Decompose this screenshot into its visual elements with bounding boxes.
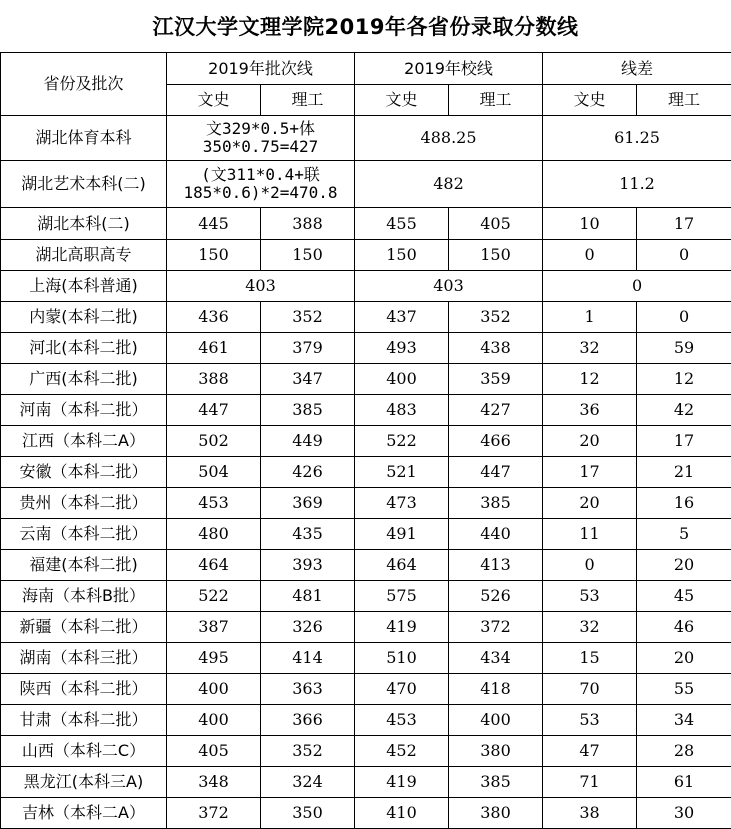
page-title: 江汉大学文理学院2019年各省份录取分数线 — [0, 0, 731, 52]
province-cell: 贵州（本科二批） — [1, 488, 167, 519]
diff-wen-cell: 32 — [543, 612, 637, 643]
diff-li-cell: 28 — [637, 736, 731, 767]
batch-li-cell: 385 — [261, 395, 355, 426]
header-batch-wen: 文史 — [167, 85, 261, 116]
table-row — [1, 395, 731, 426]
school-wen-cell: 453 — [355, 705, 449, 736]
table-row — [1, 457, 731, 488]
school-line-cell: 403 — [355, 271, 543, 302]
batch-wen-cell: 480 — [167, 519, 261, 550]
province-cell: 湖南（本科三批） — [1, 643, 167, 674]
batch-li-cell: 324 — [261, 767, 355, 798]
province-cell: 内蒙(本科二批) — [1, 302, 167, 333]
header-school-wen: 文史 — [355, 85, 449, 116]
school-wen-cell: 455 — [355, 208, 449, 240]
table-row — [1, 798, 731, 829]
school-li-cell: 466 — [449, 426, 543, 457]
batch-formula-cell — [167, 161, 355, 208]
batch-li-cell: 366 — [261, 705, 355, 736]
batch-wen-cell: 372 — [167, 798, 261, 829]
batch-wen-cell: 502 — [167, 426, 261, 457]
diff-cell: 11.2 — [543, 161, 731, 208]
school-wen-cell: 473 — [355, 488, 449, 519]
header-school-li: 理工 — [449, 85, 543, 116]
table-row — [1, 333, 731, 364]
batch-formula-cell — [167, 116, 355, 161]
diff-li-cell: 45 — [637, 581, 731, 612]
province-cell: 新疆（本科二批） — [1, 612, 167, 643]
diff-li-cell: 55 — [637, 674, 731, 705]
school-line-cell: 488.25 — [355, 116, 543, 161]
diff-wen-cell: 10 — [543, 208, 637, 240]
province-cell: 湖北高职高专 — [1, 240, 167, 271]
batch-wen-cell: 348 — [167, 767, 261, 798]
diff-wen-cell: 20 — [543, 426, 637, 457]
diff-li-cell: 12 — [637, 364, 731, 395]
diff-wen-cell: 53 — [543, 581, 637, 612]
batch-wen-cell: 436 — [167, 302, 261, 333]
diff-li-cell: 34 — [637, 705, 731, 736]
school-wen-cell: 483 — [355, 395, 449, 426]
diff-cell: 0 — [543, 271, 731, 302]
province-cell: 广西(本科二批) — [1, 364, 167, 395]
batch-li-cell: 150 — [261, 240, 355, 271]
school-line-cell: 482 — [355, 161, 543, 208]
batch-li-cell: 352 — [261, 302, 355, 333]
diff-li-cell: 42 — [637, 395, 731, 426]
batch-li-cell: 388 — [261, 208, 355, 240]
diff-wen-cell: 36 — [543, 395, 637, 426]
province-cell: 上海(本科普通) — [1, 271, 167, 302]
header-diff-wen: 文史 — [543, 85, 637, 116]
table-row — [1, 550, 731, 581]
diff-wen-cell: 12 — [543, 364, 637, 395]
school-li-cell: 380 — [449, 736, 543, 767]
header-batch-line: 2019年批次线 — [167, 53, 355, 85]
school-li-cell: 405 — [449, 208, 543, 240]
province-cell: 山西（本科二C） — [1, 736, 167, 767]
batch-wen-cell: 150 — [167, 240, 261, 271]
school-li-cell: 352 — [449, 302, 543, 333]
batch-wen-cell: 495 — [167, 643, 261, 674]
batch-wen-cell: 461 — [167, 333, 261, 364]
header-batch-li: 理工 — [261, 85, 355, 116]
batch-formula-line: 文329*0.5+体 — [167, 120, 354, 138]
school-wen-cell: 419 — [355, 612, 449, 643]
table-row — [1, 271, 731, 302]
batch-li-cell: 379 — [261, 333, 355, 364]
school-wen-cell: 419 — [355, 767, 449, 798]
school-li-cell: 359 — [449, 364, 543, 395]
school-li-cell: 418 — [449, 674, 543, 705]
diff-wen-cell: 11 — [543, 519, 637, 550]
school-wen-cell: 400 — [355, 364, 449, 395]
table-row — [1, 767, 731, 798]
diff-li-cell: 21 — [637, 457, 731, 488]
school-li-cell: 372 — [449, 612, 543, 643]
batch-li-cell: 347 — [261, 364, 355, 395]
diff-wen-cell: 32 — [543, 333, 637, 364]
diff-wen-cell: 17 — [543, 457, 637, 488]
table-row — [1, 643, 731, 674]
diff-li-cell: 0 — [637, 302, 731, 333]
batch-li-cell: 414 — [261, 643, 355, 674]
batch-li-cell: 326 — [261, 612, 355, 643]
batch-li-cell: 481 — [261, 581, 355, 612]
header-province: 省份及批次 — [1, 53, 167, 116]
batch-wen-cell: 447 — [167, 395, 261, 426]
batch-wen-cell: 504 — [167, 457, 261, 488]
diff-wen-cell: 53 — [543, 705, 637, 736]
batch-line-cell: 403 — [167, 271, 355, 302]
table-row — [1, 736, 731, 767]
province-cell: 吉林（本科二A） — [1, 798, 167, 829]
province-cell: 湖北体育本科 — [1, 116, 167, 161]
school-li-cell: 427 — [449, 395, 543, 426]
school-li-cell: 413 — [449, 550, 543, 581]
batch-wen-cell: 405 — [167, 736, 261, 767]
batch-formula-line: (文311*0.4+联 — [167, 166, 354, 184]
diff-li-cell: 61 — [637, 767, 731, 798]
diff-wen-cell: 0 — [543, 240, 637, 271]
batch-li-cell: 435 — [261, 519, 355, 550]
batch-wen-cell: 453 — [167, 488, 261, 519]
province-cell: 云南（本科二批） — [1, 519, 167, 550]
batch-wen-cell: 400 — [167, 674, 261, 705]
header-diff-li: 理工 — [637, 85, 731, 116]
school-wen-cell: 575 — [355, 581, 449, 612]
table-body — [1, 116, 731, 829]
school-wen-cell: 510 — [355, 643, 449, 674]
province-cell: 河北(本科二批) — [1, 333, 167, 364]
diff-wen-cell: 0 — [543, 550, 637, 581]
table-row — [1, 612, 731, 643]
table-row — [1, 116, 731, 161]
table-row — [1, 161, 731, 208]
school-wen-cell: 493 — [355, 333, 449, 364]
diff-wen-cell: 15 — [543, 643, 637, 674]
province-cell: 湖北本科(二) — [1, 208, 167, 240]
batch-formula-line: 185*0.6)*2=470.8 — [167, 184, 354, 202]
school-wen-cell: 491 — [355, 519, 449, 550]
table-row — [1, 240, 731, 271]
table-row — [1, 488, 731, 519]
score-table — [0, 52, 731, 829]
batch-wen-cell: 388 — [167, 364, 261, 395]
school-wen-cell: 437 — [355, 302, 449, 333]
school-li-cell: 447 — [449, 457, 543, 488]
header-diff: 线差 — [543, 53, 731, 85]
batch-wen-cell: 464 — [167, 550, 261, 581]
province-cell: 甘肃（本科二批） — [1, 705, 167, 736]
diff-li-cell: 17 — [637, 208, 731, 240]
school-li-cell: 526 — [449, 581, 543, 612]
diff-li-cell: 20 — [637, 550, 731, 581]
school-li-cell: 385 — [449, 767, 543, 798]
school-wen-cell: 410 — [355, 798, 449, 829]
table-row — [1, 519, 731, 550]
school-wen-cell: 150 — [355, 240, 449, 271]
school-wen-cell: 470 — [355, 674, 449, 705]
table-row — [1, 705, 731, 736]
province-cell: 福建(本科二批) — [1, 550, 167, 581]
batch-li-cell: 350 — [261, 798, 355, 829]
school-li-cell: 150 — [449, 240, 543, 271]
batch-wen-cell: 400 — [167, 705, 261, 736]
diff-li-cell: 46 — [637, 612, 731, 643]
school-li-cell: 380 — [449, 798, 543, 829]
table-row — [1, 208, 731, 240]
batch-formula-line: 350*0.75=427 — [167, 138, 354, 156]
batch-li-cell: 363 — [261, 674, 355, 705]
diff-li-cell: 0 — [637, 240, 731, 271]
school-wen-cell: 452 — [355, 736, 449, 767]
school-li-cell: 400 — [449, 705, 543, 736]
header-row-1 — [1, 53, 731, 85]
header-school-line: 2019年校线 — [355, 53, 543, 85]
school-wen-cell: 521 — [355, 457, 449, 488]
diff-cell: 61.25 — [543, 116, 731, 161]
school-li-cell: 438 — [449, 333, 543, 364]
table-row — [1, 302, 731, 333]
diff-wen-cell: 38 — [543, 798, 637, 829]
diff-li-cell: 17 — [637, 426, 731, 457]
diff-li-cell: 20 — [637, 643, 731, 674]
batch-li-cell: 352 — [261, 736, 355, 767]
table-row — [1, 581, 731, 612]
province-cell: 江西（本科二A） — [1, 426, 167, 457]
batch-wen-cell: 522 — [167, 581, 261, 612]
table-row — [1, 364, 731, 395]
diff-li-cell: 5 — [637, 519, 731, 550]
batch-li-cell: 369 — [261, 488, 355, 519]
diff-wen-cell: 70 — [543, 674, 637, 705]
school-wen-cell: 464 — [355, 550, 449, 581]
school-li-cell: 440 — [449, 519, 543, 550]
diff-wen-cell: 20 — [543, 488, 637, 519]
diff-wen-cell: 47 — [543, 736, 637, 767]
batch-li-cell: 393 — [261, 550, 355, 581]
school-li-cell: 434 — [449, 643, 543, 674]
province-cell: 湖北艺术本科(二) — [1, 161, 167, 208]
school-li-cell: 385 — [449, 488, 543, 519]
diff-li-cell: 59 — [637, 333, 731, 364]
batch-li-cell: 426 — [261, 457, 355, 488]
province-cell: 海南（本科B批） — [1, 581, 167, 612]
province-cell: 河南（本科二批） — [1, 395, 167, 426]
batch-wen-cell: 387 — [167, 612, 261, 643]
diff-wen-cell: 71 — [543, 767, 637, 798]
province-cell: 陕西（本科二批） — [1, 674, 167, 705]
diff-li-cell: 30 — [637, 798, 731, 829]
diff-wen-cell: 1 — [543, 302, 637, 333]
diff-li-cell: 16 — [637, 488, 731, 519]
batch-li-cell: 449 — [261, 426, 355, 457]
province-cell: 黑龙江(本科三A) — [1, 767, 167, 798]
batch-wen-cell: 445 — [167, 208, 261, 240]
province-cell: 安徽（本科二批） — [1, 457, 167, 488]
school-wen-cell: 522 — [355, 426, 449, 457]
table-row — [1, 426, 731, 457]
table-row — [1, 674, 731, 705]
